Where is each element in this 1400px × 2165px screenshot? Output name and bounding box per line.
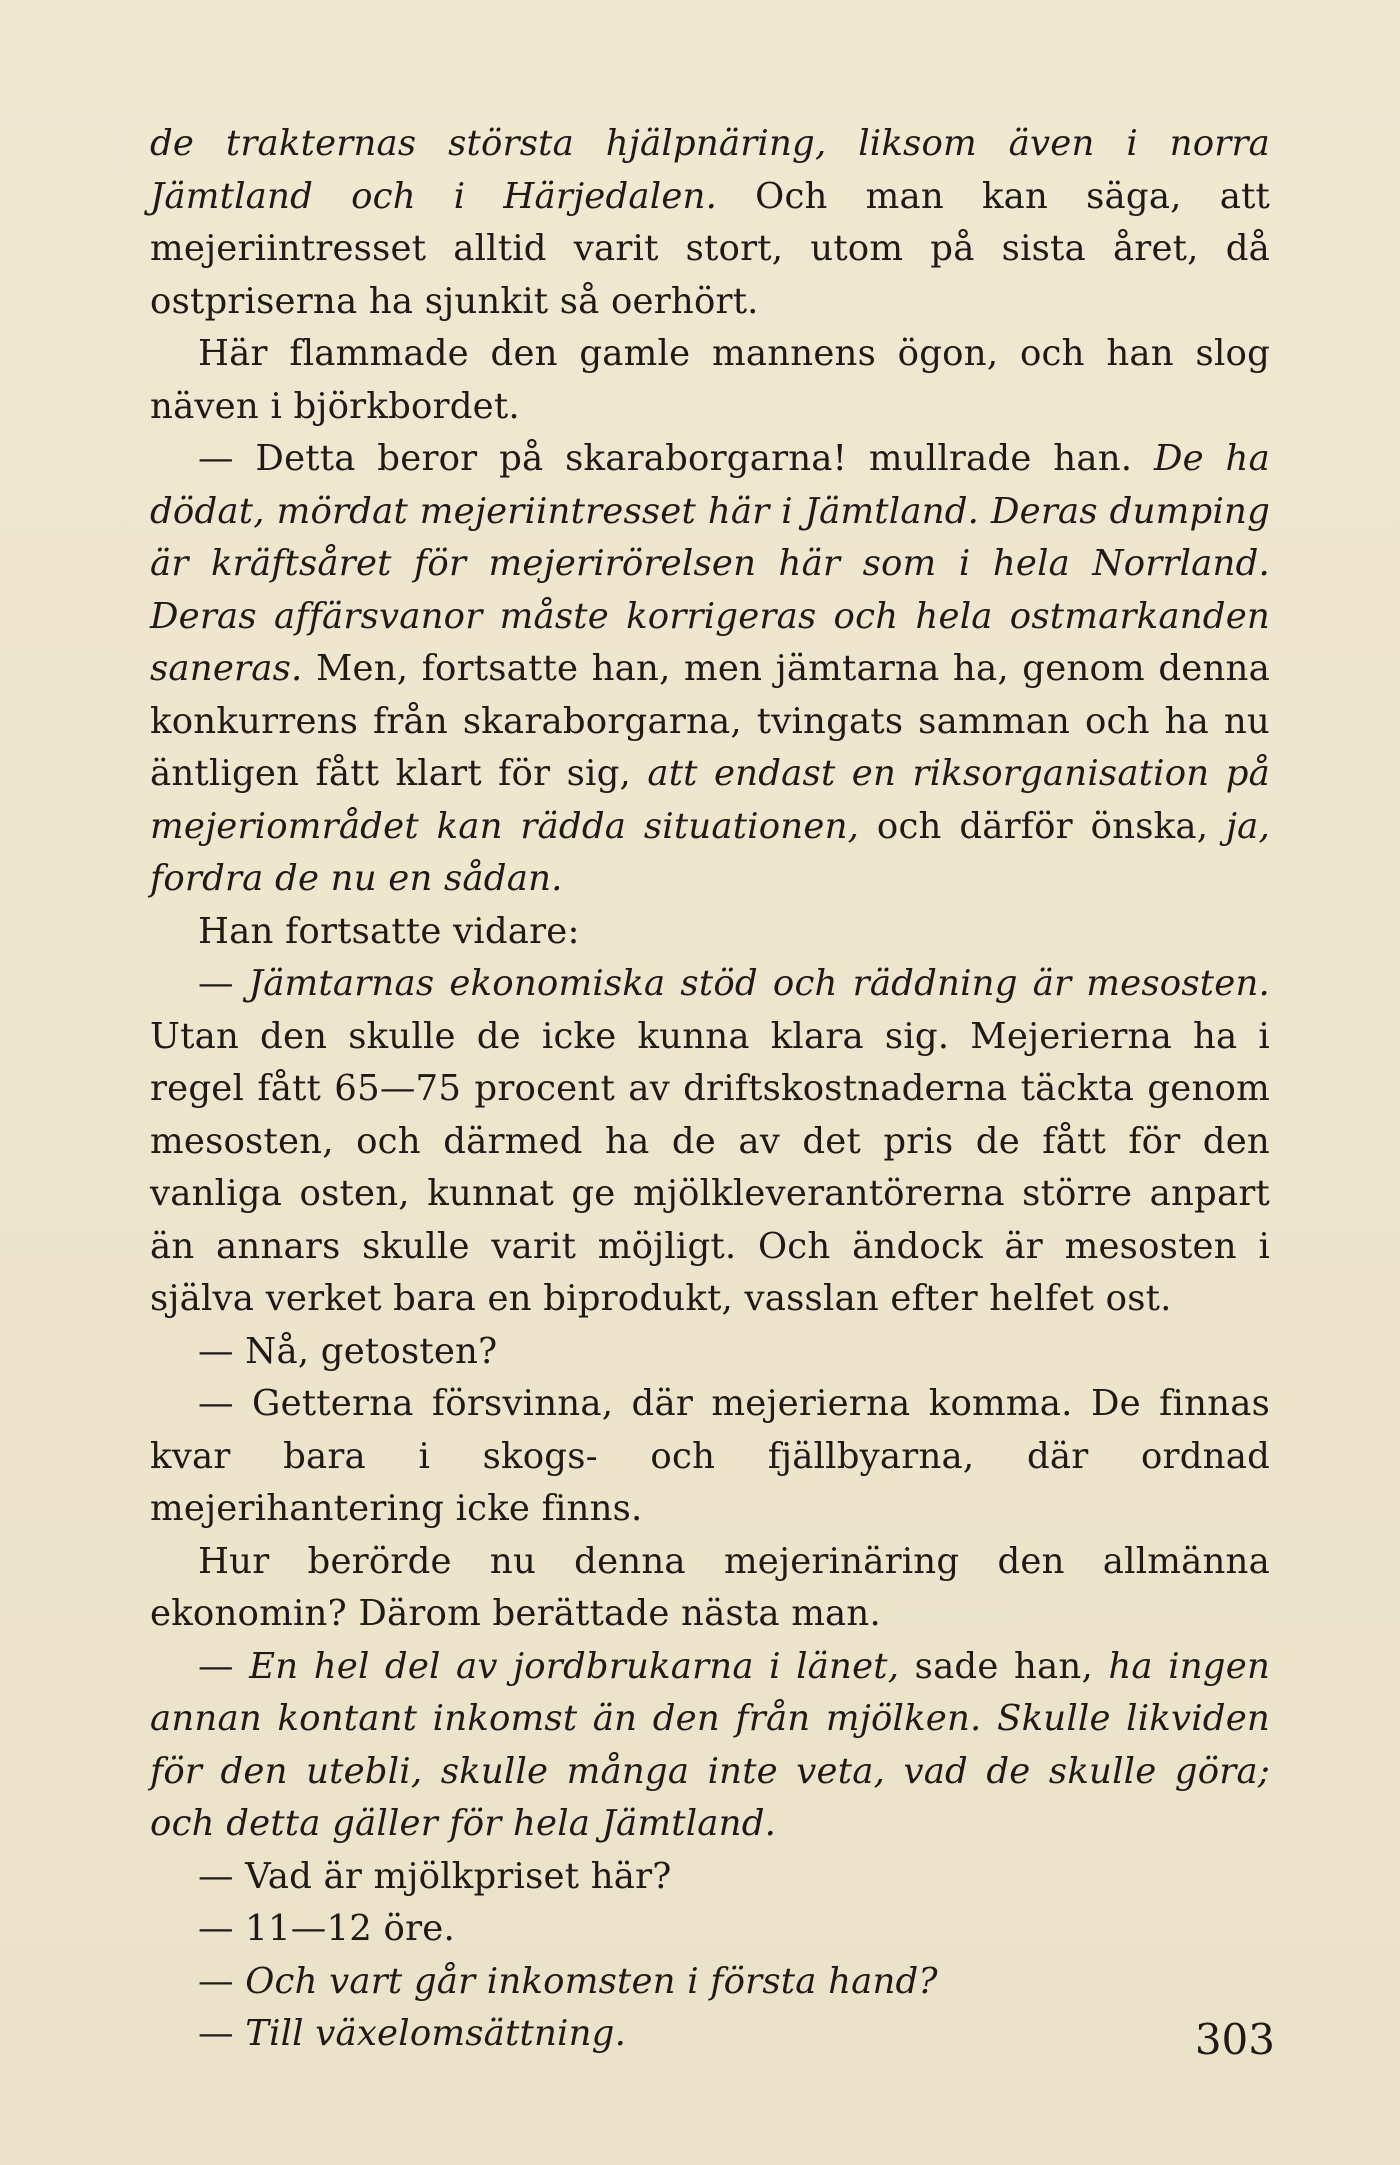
paragraph <box>150 2008 1270 2061</box>
text-segment: — Vad är mjölkpriset här? <box>198 1855 672 1897</box>
paragraph <box>150 1956 1270 2009</box>
text-segment: och därför önska, <box>859 805 1226 847</box>
text-segment: Och man kan säga, att mejeriintresset alltid varit stort, utom på sista året, då ostpriserna ha sjunkit så oerhört. <box>150 175 1270 322</box>
text-segment: — <box>198 963 249 1004</box>
text-segment: Han fortsatte vidare: <box>198 910 580 952</box>
italic-text: En hel del av jordbrukarna i länet, <box>249 1645 900 1687</box>
italic-text: Jämtarnas ekonomiska stöd och räddning är mesosten. <box>248 963 1271 1004</box>
paragraph <box>150 906 1270 959</box>
italic-text: de trakternas största hjälpnäring, liksom även i norra Jämtland och i Härjedalen. <box>150 123 1270 217</box>
italic-text: att endast en riksorganisation på mejeriområdet kan rädda situationen, <box>150 753 1270 847</box>
paragraph <box>150 1326 1270 1379</box>
text-segment: — Nå, getosten? <box>198 1330 498 1372</box>
text-segment: Här flammade den gamle mannens ögon, och han slog näven i björkbordet. <box>150 333 1270 427</box>
text-segment: — 11—12 öre. <box>198 1908 455 1949</box>
body-text <box>150 118 1270 2061</box>
paragraph <box>150 1378 1270 1536</box>
text-segment: sade han, <box>899 1645 1109 1687</box>
paragraph <box>150 958 1270 1326</box>
paragraph <box>150 1536 1270 1641</box>
italic-text: ha ingen annan kontant inkomst än den från mjölken. Skulle likviden för den utebli, skulle många inte veta, vad de skulle göra; och detta gäller för hela Jämtland. <box>150 1645 1271 1844</box>
text-segment: — <box>198 2013 246 2054</box>
italic-text: Till växelomsättning. <box>245 2013 627 2054</box>
italic-text: ja, fordra de nu en sådan. <box>150 805 1270 899</box>
text-segment: — <box>198 1645 250 1687</box>
text-segment: Hur berörde nu denna mejerinäring den allmänna ekonomin? Därom berättade nästa man. <box>150 1540 1270 1634</box>
paragraph <box>150 433 1270 906</box>
paragraph <box>150 1641 1270 1851</box>
text-segment: Utan den skulle de icke kunna klara sig. Mejerierna ha i regel fått 65—75 procent av driftskostnaderna täckta genom mesosten, och därmed ha de av det pris de fått för den vanliga osten, kunnat ge mjölkleverantörerna större anpart än annars skulle varit möjligt. Och ändock är mesosten i själva verket bara en biprodukt, vasslan efter helfet ost. <box>150 1015 1270 1319</box>
italic-text: Och vart går inkomsten i första hand? <box>245 1960 938 2002</box>
paragraph <box>150 328 1270 433</box>
italic-text: De ha dödat, mördat mejeriintresset här i Jämtland. Deras dumping är kräftsåret för mejerirörelsen här som i hela Norrland. Deras affärsvanor måste korrigeras och hela ostmarkanden saneras. <box>150 438 1270 689</box>
paragraph <box>150 1903 1270 1956</box>
text-segment: — <box>198 1960 246 2002</box>
text-segment: — Getterna försvinna, där mejerierna komma. De finnas kvar bara i skogs- och fjällbyarna, där ordnad mejerihantering icke finns. <box>150 1383 1270 1529</box>
page-number: 303 <box>1194 2015 1275 2064</box>
paragraph <box>150 118 1270 328</box>
paragraph <box>150 1851 1270 1904</box>
text-segment: Men, fortsatte han, men jämtarna ha, genom denna konkurrens från skaraborgarna, tvingats samman och ha nu äntligen fått klart för sig, <box>150 648 1270 794</box>
text-segment: — Detta beror på skaraborgarna! mullrade han. <box>198 438 1154 479</box>
